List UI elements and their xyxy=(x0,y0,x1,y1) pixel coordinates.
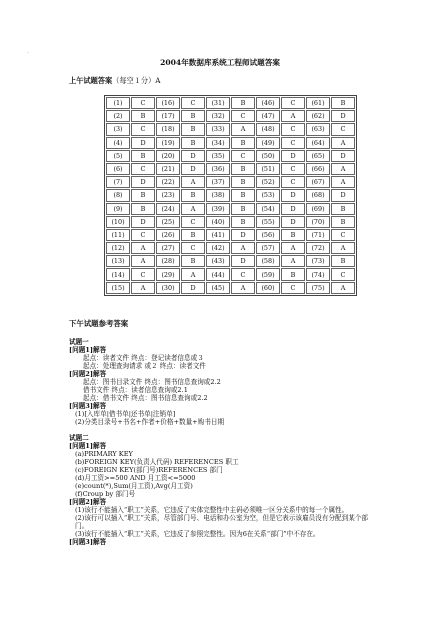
question-number-cell: (43) xyxy=(206,255,230,267)
answer-cell: C xyxy=(281,163,305,175)
question-number-cell: (31) xyxy=(206,97,230,109)
answer-cell: B xyxy=(131,189,155,201)
question-number-cell: (18) xyxy=(156,123,180,135)
question-number-cell: (35) xyxy=(206,150,230,162)
answer-line: (b)FOREIGN KEY(负责人代码) REFERENCES 职工 xyxy=(75,458,239,466)
question-number-cell: (71) xyxy=(306,229,330,241)
question-number-cell: (48) xyxy=(256,123,280,135)
question-number-cell: (49) xyxy=(256,137,280,149)
answer-cell: C xyxy=(331,123,355,135)
answer-cell: D xyxy=(181,282,205,294)
question-number-cell: (25) xyxy=(156,216,180,228)
afternoon-title: 下午试题参考答案 xyxy=(69,319,129,328)
question-number-cell: (51) xyxy=(256,163,280,175)
answer-cell: D xyxy=(131,137,155,149)
answer-cell: A xyxy=(231,123,255,135)
answer-cell: A xyxy=(181,176,205,188)
answer-cell: B xyxy=(331,216,355,228)
answer-cell: B xyxy=(231,97,255,109)
answer-row xyxy=(106,150,355,162)
question-number-cell: (68) xyxy=(306,189,330,201)
answer-cell: D xyxy=(281,150,305,162)
answer-line: (c)FOREIGN KEY(部门号)REFERENCES 部门 xyxy=(75,466,223,474)
answer-cell: B xyxy=(231,189,255,201)
answer-cell: A xyxy=(331,242,355,254)
answer-cell: A xyxy=(131,282,155,294)
section-heading: [问题3]解答 xyxy=(69,538,107,546)
answer-cell: A xyxy=(331,176,355,188)
question-number-cell: (56) xyxy=(256,229,280,241)
section-heading: [问题3]解答 xyxy=(69,402,107,410)
answer-cell: C xyxy=(281,176,305,188)
question-number-cell: (58) xyxy=(256,255,280,267)
question-number-cell: (5) xyxy=(106,150,130,162)
answer-cell: C xyxy=(331,268,355,280)
answer-cell: C xyxy=(131,97,155,109)
answer-line: 起点：处理查询请求 或２ 终点：读者文件 xyxy=(83,362,206,370)
answer-cell: B xyxy=(181,255,205,267)
answer-cell: A xyxy=(331,137,355,149)
answer-cell: A xyxy=(281,242,305,254)
question-number-cell: (39) xyxy=(206,203,230,215)
question-number-cell: (45) xyxy=(206,282,230,294)
question-number-cell: (14) xyxy=(106,268,130,280)
answer-row xyxy=(106,203,355,215)
answer-cell: C xyxy=(181,216,205,228)
question-number-cell: (33) xyxy=(206,123,230,135)
section-heading: [问题1]解答 xyxy=(69,346,107,354)
answer-table xyxy=(104,95,357,296)
answer-cell: D xyxy=(331,150,355,162)
answer-cell: B xyxy=(231,163,255,175)
answer-cell: A xyxy=(181,203,205,215)
answer-row xyxy=(106,189,355,201)
answer-cell: D xyxy=(281,189,305,201)
answer-cell: B xyxy=(281,268,305,280)
section-heading: [问题1]解答 xyxy=(69,442,107,450)
answer-line: (2)分类目录号+书名+作者+价格+数量+购书日期 xyxy=(75,418,225,426)
question-number-cell: (17) xyxy=(156,110,180,122)
question-number-cell: (64) xyxy=(306,137,330,149)
question-number-cell: (32) xyxy=(206,110,230,122)
answer-line xyxy=(69,426,369,434)
answer-cell: C xyxy=(231,150,255,162)
morning-note: （每空１分）A xyxy=(112,76,161,85)
question-number-cell: (12) xyxy=(106,242,130,254)
answer-line: (e)count(*),Sum(月工资),Avg(月工资) xyxy=(75,482,193,490)
answer-cell: B xyxy=(231,216,255,228)
section-heading: [问题2]解答 xyxy=(69,370,107,378)
question-number-cell: (66) xyxy=(306,163,330,175)
question-number-cell: (50) xyxy=(256,150,280,162)
question-number-cell: (26) xyxy=(156,229,180,241)
answer-row xyxy=(106,229,355,241)
answer-cell: A xyxy=(181,268,205,280)
question-number-cell: (9) xyxy=(106,203,130,215)
answer-cell: C xyxy=(131,268,155,280)
question-number-cell: (20) xyxy=(156,150,180,162)
question-number-cell: (36) xyxy=(206,163,230,175)
answer-cell: D xyxy=(281,216,305,228)
question-number-cell: (65) xyxy=(306,150,330,162)
answer-cell: C xyxy=(231,268,255,280)
answer-cell: C xyxy=(281,123,305,135)
answer-row xyxy=(106,123,355,135)
answer-row xyxy=(106,110,355,122)
answer-cell: C xyxy=(181,242,205,254)
question-number-cell: (27) xyxy=(156,242,180,254)
document-title: 2004年数据库系统工程师试题答案 xyxy=(160,58,280,67)
answer-cell: B xyxy=(181,189,205,201)
answer-cell: A xyxy=(331,163,355,175)
question-number-cell: (37) xyxy=(206,176,230,188)
question-number-cell: (6) xyxy=(106,163,130,175)
answer-cell: A xyxy=(281,110,305,122)
answer-cell: A xyxy=(131,255,155,267)
answer-cell: A xyxy=(231,242,255,254)
answer-cell: B xyxy=(331,97,355,109)
answer-row xyxy=(106,268,355,280)
question-number-cell: (72) xyxy=(306,242,330,254)
answer-line: (1)该行不能插入“职工”关系，它违反了实体完整性中主码必须唯一区分关系中的每一个属性。 xyxy=(75,506,349,514)
answer-line: 起点：读者文件 终点：登记读者信息或３ xyxy=(83,354,204,362)
answer-cell: B xyxy=(331,255,355,267)
question-number-cell: (3) xyxy=(106,123,130,135)
answer-cell: D xyxy=(131,216,155,228)
answer-cell: B xyxy=(131,203,155,215)
answer-row xyxy=(106,282,355,294)
answer-cell: B xyxy=(181,110,205,122)
answer-cell: D xyxy=(131,176,155,188)
answer-line: (2)该行可以插入“职工”关系，尽管部门号、电话和办公室为空，但是它表示该雇员没有分配到某个部门。 xyxy=(75,514,369,530)
answer-cell: B xyxy=(231,203,255,215)
answer-cell: D xyxy=(181,150,205,162)
question-number-cell: (57) xyxy=(256,242,280,254)
question-number-cell: (13) xyxy=(106,255,130,267)
question-number-cell: (7) xyxy=(106,176,130,188)
answer-cell: B xyxy=(131,150,155,162)
answer-cell: C xyxy=(281,97,305,109)
question-number-cell: (10) xyxy=(106,216,130,228)
answer-cell: B xyxy=(181,137,205,149)
section-heading: 试题二 xyxy=(69,434,89,442)
question-number-cell: (28) xyxy=(156,255,180,267)
answer-cell: A xyxy=(331,282,355,294)
question-number-cell: (55) xyxy=(256,216,280,228)
question-number-cell: (73) xyxy=(306,255,330,267)
answer-cell: C xyxy=(131,163,155,175)
section-heading: 试题一 xyxy=(69,338,89,346)
answer-row xyxy=(106,255,355,267)
question-number-cell: (67) xyxy=(306,176,330,188)
question-number-cell: (4) xyxy=(106,137,130,149)
answer-cell: B xyxy=(281,229,305,241)
question-number-cell: (24) xyxy=(156,203,180,215)
morning-answers-heading xyxy=(69,76,160,86)
answer-line: (f)Croup by 部门号 xyxy=(75,490,136,498)
answer-cell: C xyxy=(181,97,205,109)
question-number-cell: (1) xyxy=(106,97,130,109)
answer-line: (d)月工资>=500 AND 月工资<=5000 xyxy=(75,474,196,482)
answer-line: (1)[入库单|借书单|还书单|注销单] xyxy=(75,410,176,418)
question-number-cell: (40) xyxy=(206,216,230,228)
question-number-cell: (44) xyxy=(206,268,230,280)
afternoon-answers xyxy=(69,338,369,546)
answer-line: 借书文件 终点：读者信息查询或2.1 xyxy=(83,386,188,394)
watermark: ． xyxy=(22,41,38,57)
question-number-cell: (60) xyxy=(256,282,280,294)
morning-label: 上午试题答案 xyxy=(69,76,113,85)
section-heading: [问题2]解答 xyxy=(69,498,107,506)
answer-row xyxy=(106,97,355,109)
question-number-cell: (47) xyxy=(256,110,280,122)
question-number-cell: (41) xyxy=(206,229,230,241)
question-number-cell: (15) xyxy=(106,282,130,294)
question-number-cell: (54) xyxy=(256,203,280,215)
answer-cell: B xyxy=(231,137,255,149)
answer-line: (3)该行不能插入“职工”关系，它违反了参照完整性。因为6在关系“部门”中不存在。 xyxy=(75,530,320,538)
answer-cell: D xyxy=(331,110,355,122)
answer-cell: D xyxy=(231,255,255,267)
question-number-cell: (16) xyxy=(156,97,180,109)
question-number-cell: (11) xyxy=(106,229,130,241)
answer-row xyxy=(106,163,355,175)
answer-cell: A xyxy=(231,282,255,294)
answer-cell: B xyxy=(181,229,205,241)
question-number-cell: (74) xyxy=(306,268,330,280)
question-number-cell: (62) xyxy=(306,110,330,122)
question-number-cell: (29) xyxy=(156,268,180,280)
question-number-cell: (19) xyxy=(156,137,180,149)
answer-line: (a)PRIMARY KEY xyxy=(75,450,133,458)
question-number-cell: (38) xyxy=(206,189,230,201)
question-number-cell: (30) xyxy=(156,282,180,294)
question-number-cell: (34) xyxy=(206,137,230,149)
question-number-cell: (23) xyxy=(156,189,180,201)
answer-line: 起点：借书文件 终点：图书信息查询或2.2 xyxy=(83,394,208,402)
answer-cell: D xyxy=(281,203,305,215)
question-number-cell: (52) xyxy=(256,176,280,188)
question-number-cell: (22) xyxy=(156,176,180,188)
answer-cell: D xyxy=(231,229,255,241)
answer-cell: C xyxy=(131,123,155,135)
question-number-cell: (53) xyxy=(256,189,280,201)
answer-cell: A xyxy=(281,255,305,267)
answer-cell: C xyxy=(281,282,305,294)
answer-line: 起点：图书目录文件 终点：图书信息查询或2.2 xyxy=(83,378,221,386)
answer-row xyxy=(106,137,355,149)
question-number-cell: (8) xyxy=(106,189,130,201)
answer-cell: D xyxy=(181,163,205,175)
question-number-cell: (21) xyxy=(156,163,180,175)
answer-cell: C xyxy=(281,137,305,149)
answer-cell: A xyxy=(131,242,155,254)
answer-row xyxy=(106,216,355,228)
question-number-cell: (61) xyxy=(306,97,330,109)
answer-cell: C xyxy=(331,229,355,241)
question-number-cell: (2) xyxy=(106,110,130,122)
question-number-cell: (70) xyxy=(306,216,330,228)
answer-row xyxy=(106,242,355,254)
question-number-cell: (59) xyxy=(256,268,280,280)
answer-cell: C xyxy=(131,229,155,241)
answer-cell: B xyxy=(331,203,355,215)
question-number-cell: (42) xyxy=(206,242,230,254)
question-number-cell: (46) xyxy=(256,97,280,109)
answer-cell: B xyxy=(131,110,155,122)
answer-cell: B xyxy=(181,123,205,135)
question-number-cell: (75) xyxy=(306,282,330,294)
answer-row xyxy=(106,176,355,188)
question-number-cell: (69) xyxy=(306,203,330,215)
answer-cell: D xyxy=(331,189,355,201)
question-number-cell: (63) xyxy=(306,123,330,135)
answer-cell: C xyxy=(231,110,255,122)
answer-cell: B xyxy=(231,176,255,188)
